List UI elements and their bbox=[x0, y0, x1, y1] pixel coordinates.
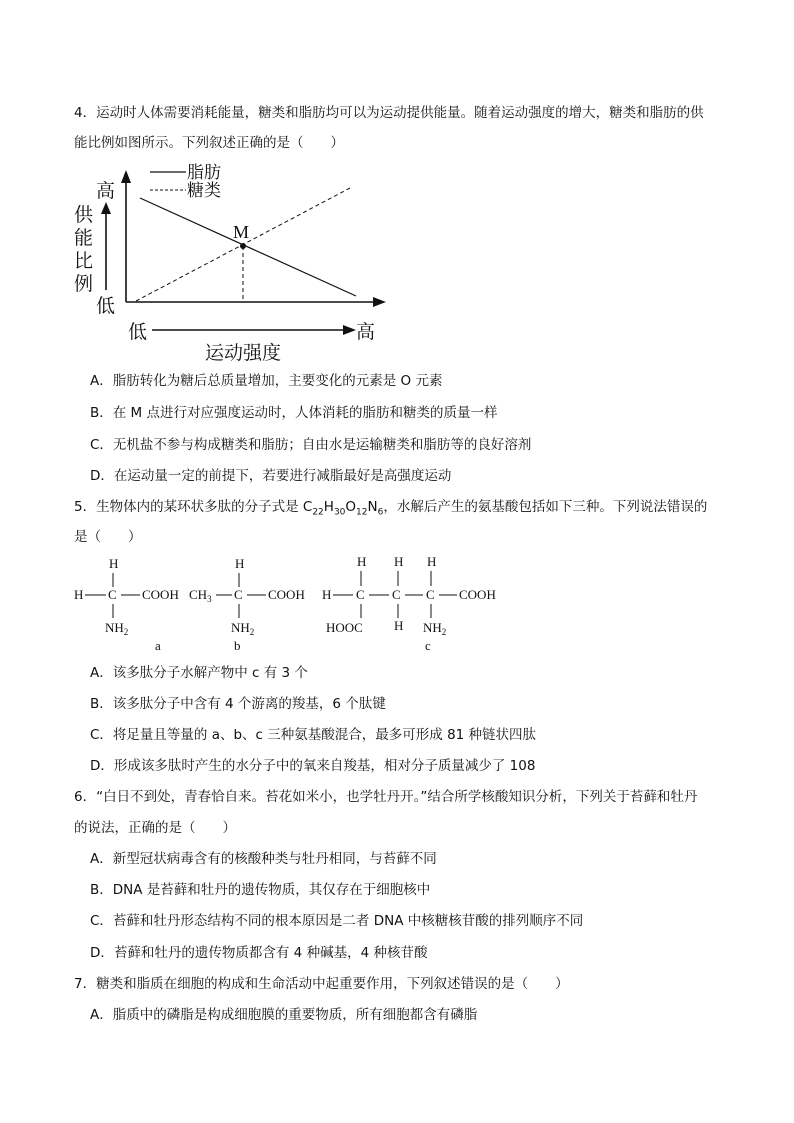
q6-option-a: A．新型冠状病毒含有的核酸种类与牡丹相同，与苔藓不同 bbox=[90, 851, 437, 867]
q7-option-a: A．脂质中的磷脂是构成细胞膜的重要物质，所有细胞都含有磷脂 bbox=[90, 1007, 478, 1023]
x-axis-low-label: 低 bbox=[128, 321, 148, 343]
q5-stem-line2: 是（ ） bbox=[74, 529, 142, 545]
b-cooh: COOH bbox=[268, 587, 305, 602]
y-axis-label-1: 供 bbox=[74, 204, 94, 226]
c-h2: H bbox=[394, 554, 404, 569]
q4-stem-line1: 4．运动时人体需要消耗能量，糖类和脂肪均可以为运动提供能量。随着运动强度的增大，糖类和脂肪的供 bbox=[74, 105, 704, 121]
q4-stem-line2: 能比例如图所示。下列叙述正确的是（ ） bbox=[74, 135, 344, 151]
q6-stem-line2: 的说法，正确的是（ ） bbox=[74, 820, 236, 836]
q6-stem-line1: 6．“白日不到处，青春恰自来。苔花如米小，也学牡丹开。”结合所学核酸知识分析，下列关于苔藓和牡丹 bbox=[74, 789, 698, 805]
c-h3: H bbox=[427, 554, 437, 569]
q4-option-d: D．在运动量一定的前提下，若要进行减脂最好是高强度运动 bbox=[90, 468, 452, 484]
q5-option-c: C．将足量且等量的 a、b、c 三种氨基酸混合，最多可形成 81 种链状四肽 bbox=[90, 727, 537, 743]
c-c3: C bbox=[426, 587, 435, 602]
q5-stem-prefix: 5．生物体内的某环状多肽的分子式是 bbox=[74, 499, 303, 515]
q6-option-d: D．苔藓和牡丹的遗传物质都含有 4 种碱基，4 种核苷酸 bbox=[90, 945, 428, 961]
b-label: b bbox=[234, 638, 241, 653]
legend-sugar-text: 糖类 bbox=[187, 181, 221, 201]
c-hooc: HOOC bbox=[326, 620, 363, 635]
q6-option-b: B．DNA 是苔藓和牡丹的遗传物质，其仅存在于细胞核中 bbox=[90, 882, 431, 898]
b-c: C bbox=[234, 587, 243, 602]
q5-option-d: D．形成该多肽时产生的水分子中的氧来自羧基，相对分子质量减少了 108 bbox=[90, 758, 536, 774]
a-label: a bbox=[155, 638, 161, 653]
x-axis-arrowhead bbox=[373, 297, 386, 307]
c-h-left: H bbox=[322, 587, 332, 602]
c-c2: C bbox=[392, 587, 401, 602]
q7-stem: 7．糖类和脂质在细胞的构成和生命活动中起重要作用，下列叙述错误的是（ ） bbox=[74, 976, 569, 992]
structure-a bbox=[74, 556, 179, 653]
a-cooh: COOH bbox=[142, 587, 179, 602]
c-label: c bbox=[425, 638, 431, 653]
q4-chart bbox=[74, 160, 404, 365]
c-h5: H bbox=[394, 618, 404, 633]
structure-b bbox=[189, 556, 305, 653]
point-m-label: M bbox=[233, 222, 250, 242]
b-h-top: H bbox=[235, 556, 245, 571]
y-axis-high-label: 高 bbox=[96, 180, 116, 202]
c-cooh: COOH bbox=[459, 587, 496, 602]
y-axis-label-3: 比 bbox=[74, 250, 94, 272]
x-axis-label: 运动强度 bbox=[205, 342, 282, 364]
y-label-arrowhead bbox=[101, 202, 111, 214]
q5-stem-suffix: ，水解后产生的氨基酸包括如下三种。下列说法错误的 bbox=[383, 499, 708, 515]
b-nh2: $NH_2$ bbox=[231, 620, 255, 637]
q5-option-a: A．该多肽分子水解产物中 c 有 3 个 bbox=[90, 665, 308, 681]
y-axis-label-2: 能 bbox=[74, 227, 94, 249]
q4-option-c: C．无机盐不参与构成糖类和脂肪；自由水是运输糖类和脂肪等的良好溶剂 bbox=[90, 437, 532, 453]
q5-structures bbox=[70, 552, 510, 657]
q4-option-b: B．在 M 点进行对应强度运动时，人体消耗的脂肪和糖类的质量一样 bbox=[90, 405, 498, 421]
x-label-arrowhead bbox=[343, 325, 356, 335]
legend-fat-text: 脂肪 bbox=[187, 163, 221, 183]
q5-option-b: B．该多肽分子中含有 4 个游离的羧基，6 个肽键 bbox=[90, 696, 386, 712]
y-axis-arrowhead bbox=[121, 170, 131, 183]
b-ch3: $CH_3$ bbox=[189, 587, 212, 604]
y-axis-label-4: 例 bbox=[74, 273, 94, 295]
a-h-top: H bbox=[109, 556, 119, 571]
y-axis-low-label: 低 bbox=[96, 295, 116, 317]
a-h-left: H bbox=[74, 587, 84, 602]
structure-c bbox=[322, 554, 496, 653]
x-axis-high-label: 高 bbox=[356, 321, 376, 343]
q6-option-c: C．苔藓和牡丹形态结构不同的根本原因是二者 DNA 中核糖核苷酸的排列顺序不同 bbox=[90, 913, 584, 929]
q4-option-a: A．脂肪转化为糖后总质量增加，主要变化的元素是 O 元素 bbox=[90, 373, 443, 389]
a-c: C bbox=[108, 587, 117, 602]
q5-stem-line1 bbox=[74, 497, 707, 523]
q5-formula: $C_{22}H_{30}O_{12}N_6$ bbox=[302, 499, 384, 518]
c-h1: H bbox=[357, 554, 367, 569]
a-nh2: $NH_2$ bbox=[105, 620, 129, 637]
c-nh2: $NH_2$ bbox=[423, 620, 447, 637]
fat-series-line bbox=[140, 198, 356, 296]
c-c1: C bbox=[356, 587, 365, 602]
